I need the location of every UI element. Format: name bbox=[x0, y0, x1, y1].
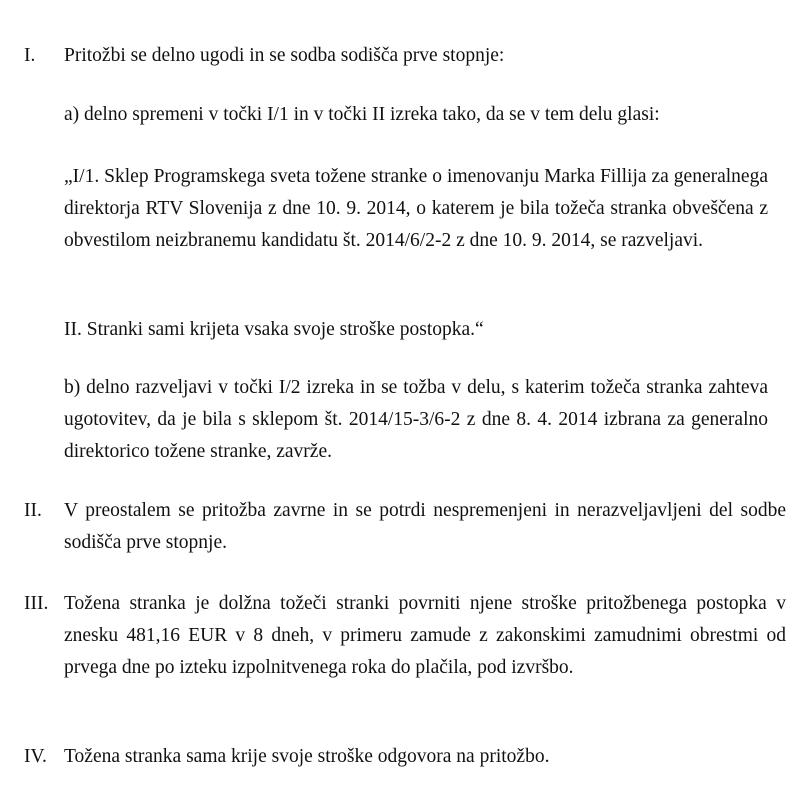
item-1-text: Pritožbi se delno ugodi in se sodba sodišča prve stopnje: bbox=[64, 45, 505, 66]
item-2-number: II. bbox=[24, 500, 42, 521]
item-1-sub-a-text: a) delno spremeni v točki I/1 in v točki II izreka tako, da se v tem delu glasi: bbox=[64, 104, 660, 125]
item-2-text: V preostalem se pritožba zavrne in se potrdi nespremenjeni in nerazveljavljeni del sodbe sodišča prve stopnje. bbox=[64, 500, 786, 553]
item-1-number: I. bbox=[24, 45, 36, 66]
item-3-text: Tožena stranka je dolžna tožeči stranki povrniti njene stroške pritožbenega postopka v znesku 481,16 EUR v 8 dneh, v primeru zamude z zakonskimi zamudnimi obrestmi od prvega dne po izteku izpolnitvenega roka do plačila, pod izvršbo. bbox=[64, 593, 786, 678]
item-3-number: III. bbox=[24, 593, 49, 614]
item-4-number: IV. bbox=[24, 746, 47, 767]
item-1-sub-b-text: b) delno razveljavi v točki I/2 izreka in se tožba v delu, s katerim tožeča stranka zahteva ugotovitev, da je bila s sklepom št. 2014/15-3/6-2 z dne 8. 4. 2014 izbrana za generalno direktorico tožene stranke, zavrže. bbox=[64, 377, 768, 462]
item-1-sub-a-quote-2: II. Stranki sami krijeta vsaka svoje stroške postopka.“ bbox=[64, 319, 484, 340]
item-1-sub-a-quote-1: „I/1. Sklep Programskega sveta tožene stranke o imenovanju Marka Fillija za generalnega direktorja RTV Slovenija z dne 10. 9. 2014, o katerem je bila tožeča stranka obveščena z obvestilom neizbranemu kandidatu št. 2014/6/2-2 z dne 10. 9. 2014, se razveljavi. bbox=[64, 166, 768, 251]
item-4-text: Tožena stranka sama krije svoje stroške odgovora na pritožbo. bbox=[64, 746, 550, 767]
